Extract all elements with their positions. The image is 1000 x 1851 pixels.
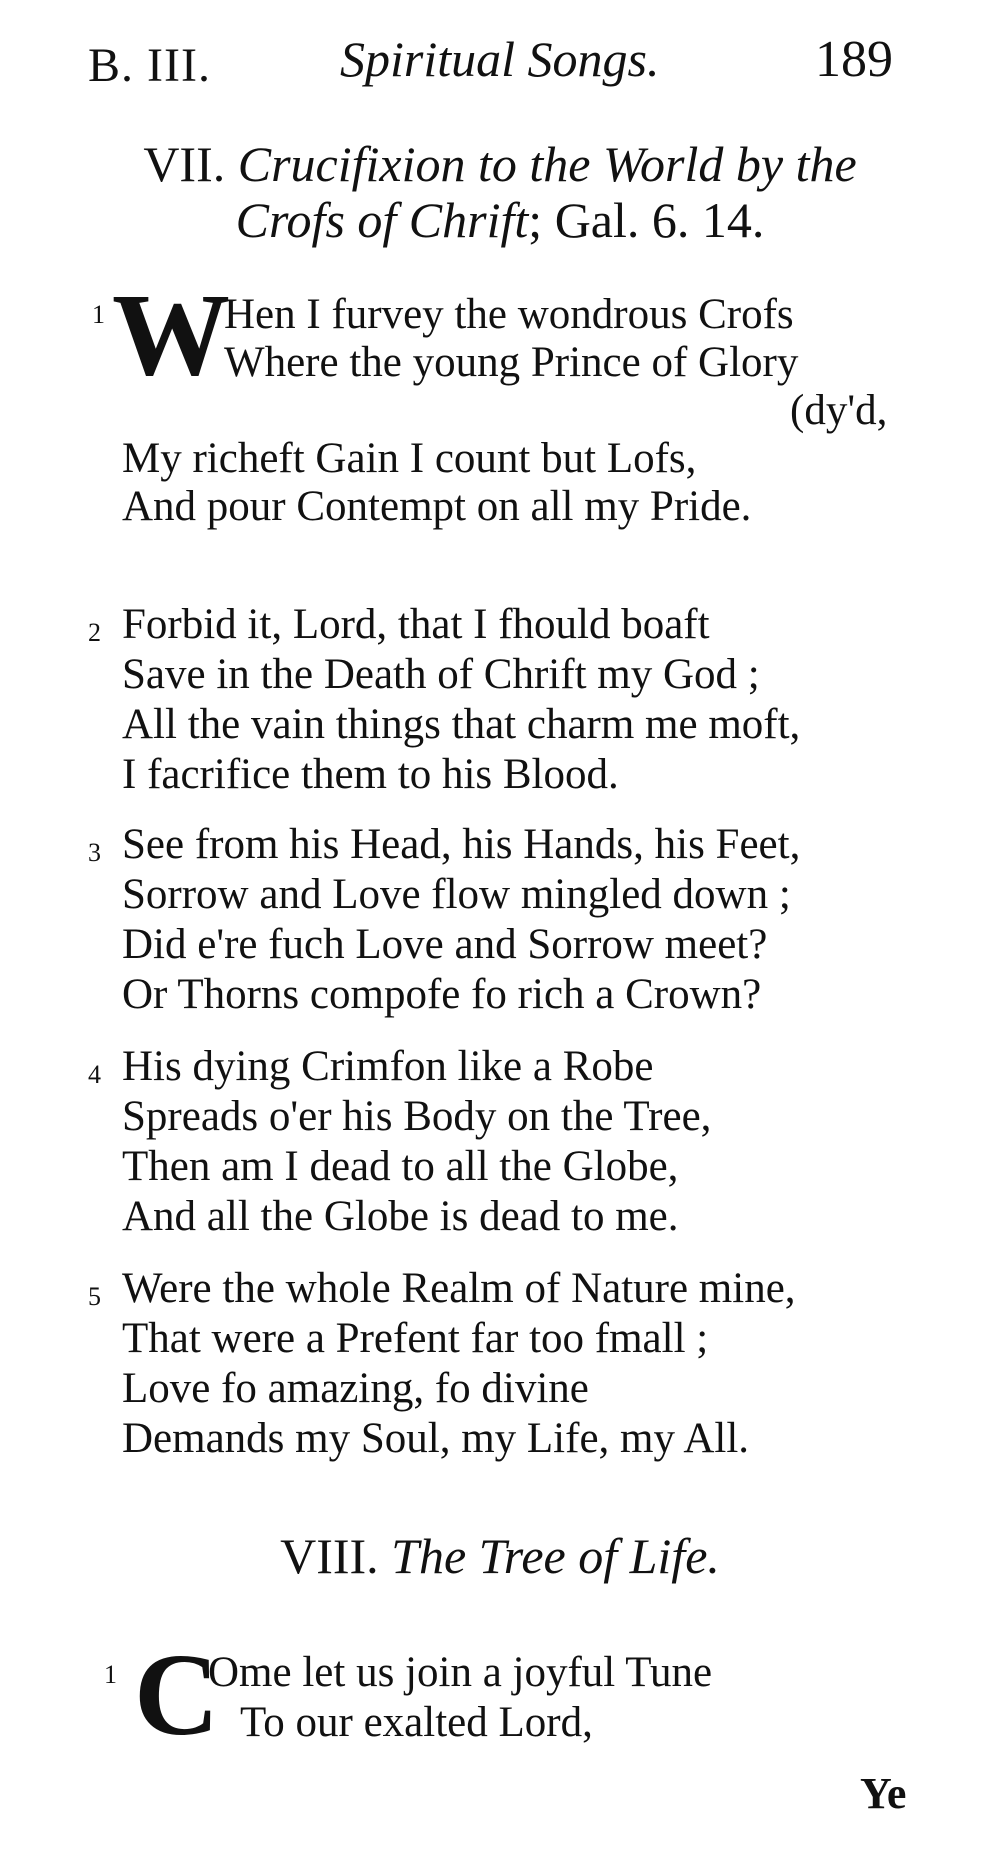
catchword: Ye (860, 1769, 907, 1818)
stanza-number: 2 (88, 618, 101, 647)
verse-line: Were the whole Realm of Nature mine, (122, 1265, 796, 1312)
verse-line: Hen I furvey the wondrous Crofs (224, 291, 794, 338)
verse-line: Demands my Soul, my Life, my All. (122, 1415, 750, 1462)
verse-line: See from his Head, his Hands, his Feet, (122, 821, 801, 868)
hymn-7-title-reference: ; Gal. 6. 14. (528, 192, 765, 248)
hymn-7-title-line-1 (0, 132, 1000, 196)
verse-line: To our exalted Lord, (240, 1699, 593, 1746)
hymn-7-number: VII. (143, 136, 226, 192)
running-head-book: B. III. (88, 39, 211, 92)
running-head-title: Spiritual Songs. (340, 31, 660, 87)
verse-line: Spreads o'er his Body on the Tree, (122, 1093, 712, 1140)
stanza-number: 3 (88, 838, 101, 867)
verse-line: That were a Prefent far too fmall ; (122, 1315, 709, 1362)
verse-line: My richeft Gain I count but Lofs, (122, 435, 697, 482)
stanza-number: 1 (92, 300, 105, 329)
verse-line: Where the young Prince of Glory (224, 339, 799, 386)
verse-line: Ome let us join a joyful Tune (208, 1649, 713, 1696)
verse-line: I facrifice them to his Blood. (122, 751, 619, 798)
stanza-number: 4 (88, 1060, 101, 1089)
hymn-8-number: VIII. (280, 1528, 379, 1584)
hymn-8-title-text: The Tree of Life. (391, 1528, 720, 1584)
drop-cap: W (112, 269, 230, 400)
hymn-7-title-line-2 (0, 188, 1000, 252)
verse-line: Then am I dead to all the Globe, (122, 1143, 679, 1190)
verse-line: Save in the Death of Chrift my God ; (122, 651, 760, 698)
verse-line: His dying Crimfon like a Robe (122, 1043, 654, 1090)
verse-line: Love fo amazing, fo divine (122, 1365, 589, 1412)
verse-line: And all the Globe is dead to me. (122, 1193, 679, 1240)
verse-line: Sorrow and Love flow mingled down ; (122, 871, 791, 918)
verse-line: All the vain things that charm me moft, (122, 701, 801, 748)
verse-line: And pour Contempt on all my Pride. (122, 483, 752, 530)
verse-line-turnover: (dy'd, (790, 387, 888, 434)
drop-cap: C (134, 1629, 220, 1760)
hymn-7-title-italic: Crofs of Chrift (235, 192, 529, 248)
verse-line: Forbid it, Lord, that I fhould boaft (122, 601, 710, 648)
verse-line: Or Thorns compofe fo rich a Crown? (122, 971, 762, 1018)
hymn-8-title (0, 1524, 1000, 1588)
stanza-number: 1 (104, 1660, 117, 1689)
hymn-7-title-text: Crucifixion to the World by the (237, 136, 857, 192)
verse-line: Did e're fuch Love and Sorrow meet? (122, 921, 768, 968)
stanza-number: 5 (88, 1282, 101, 1311)
page-number: 189 (815, 31, 893, 88)
